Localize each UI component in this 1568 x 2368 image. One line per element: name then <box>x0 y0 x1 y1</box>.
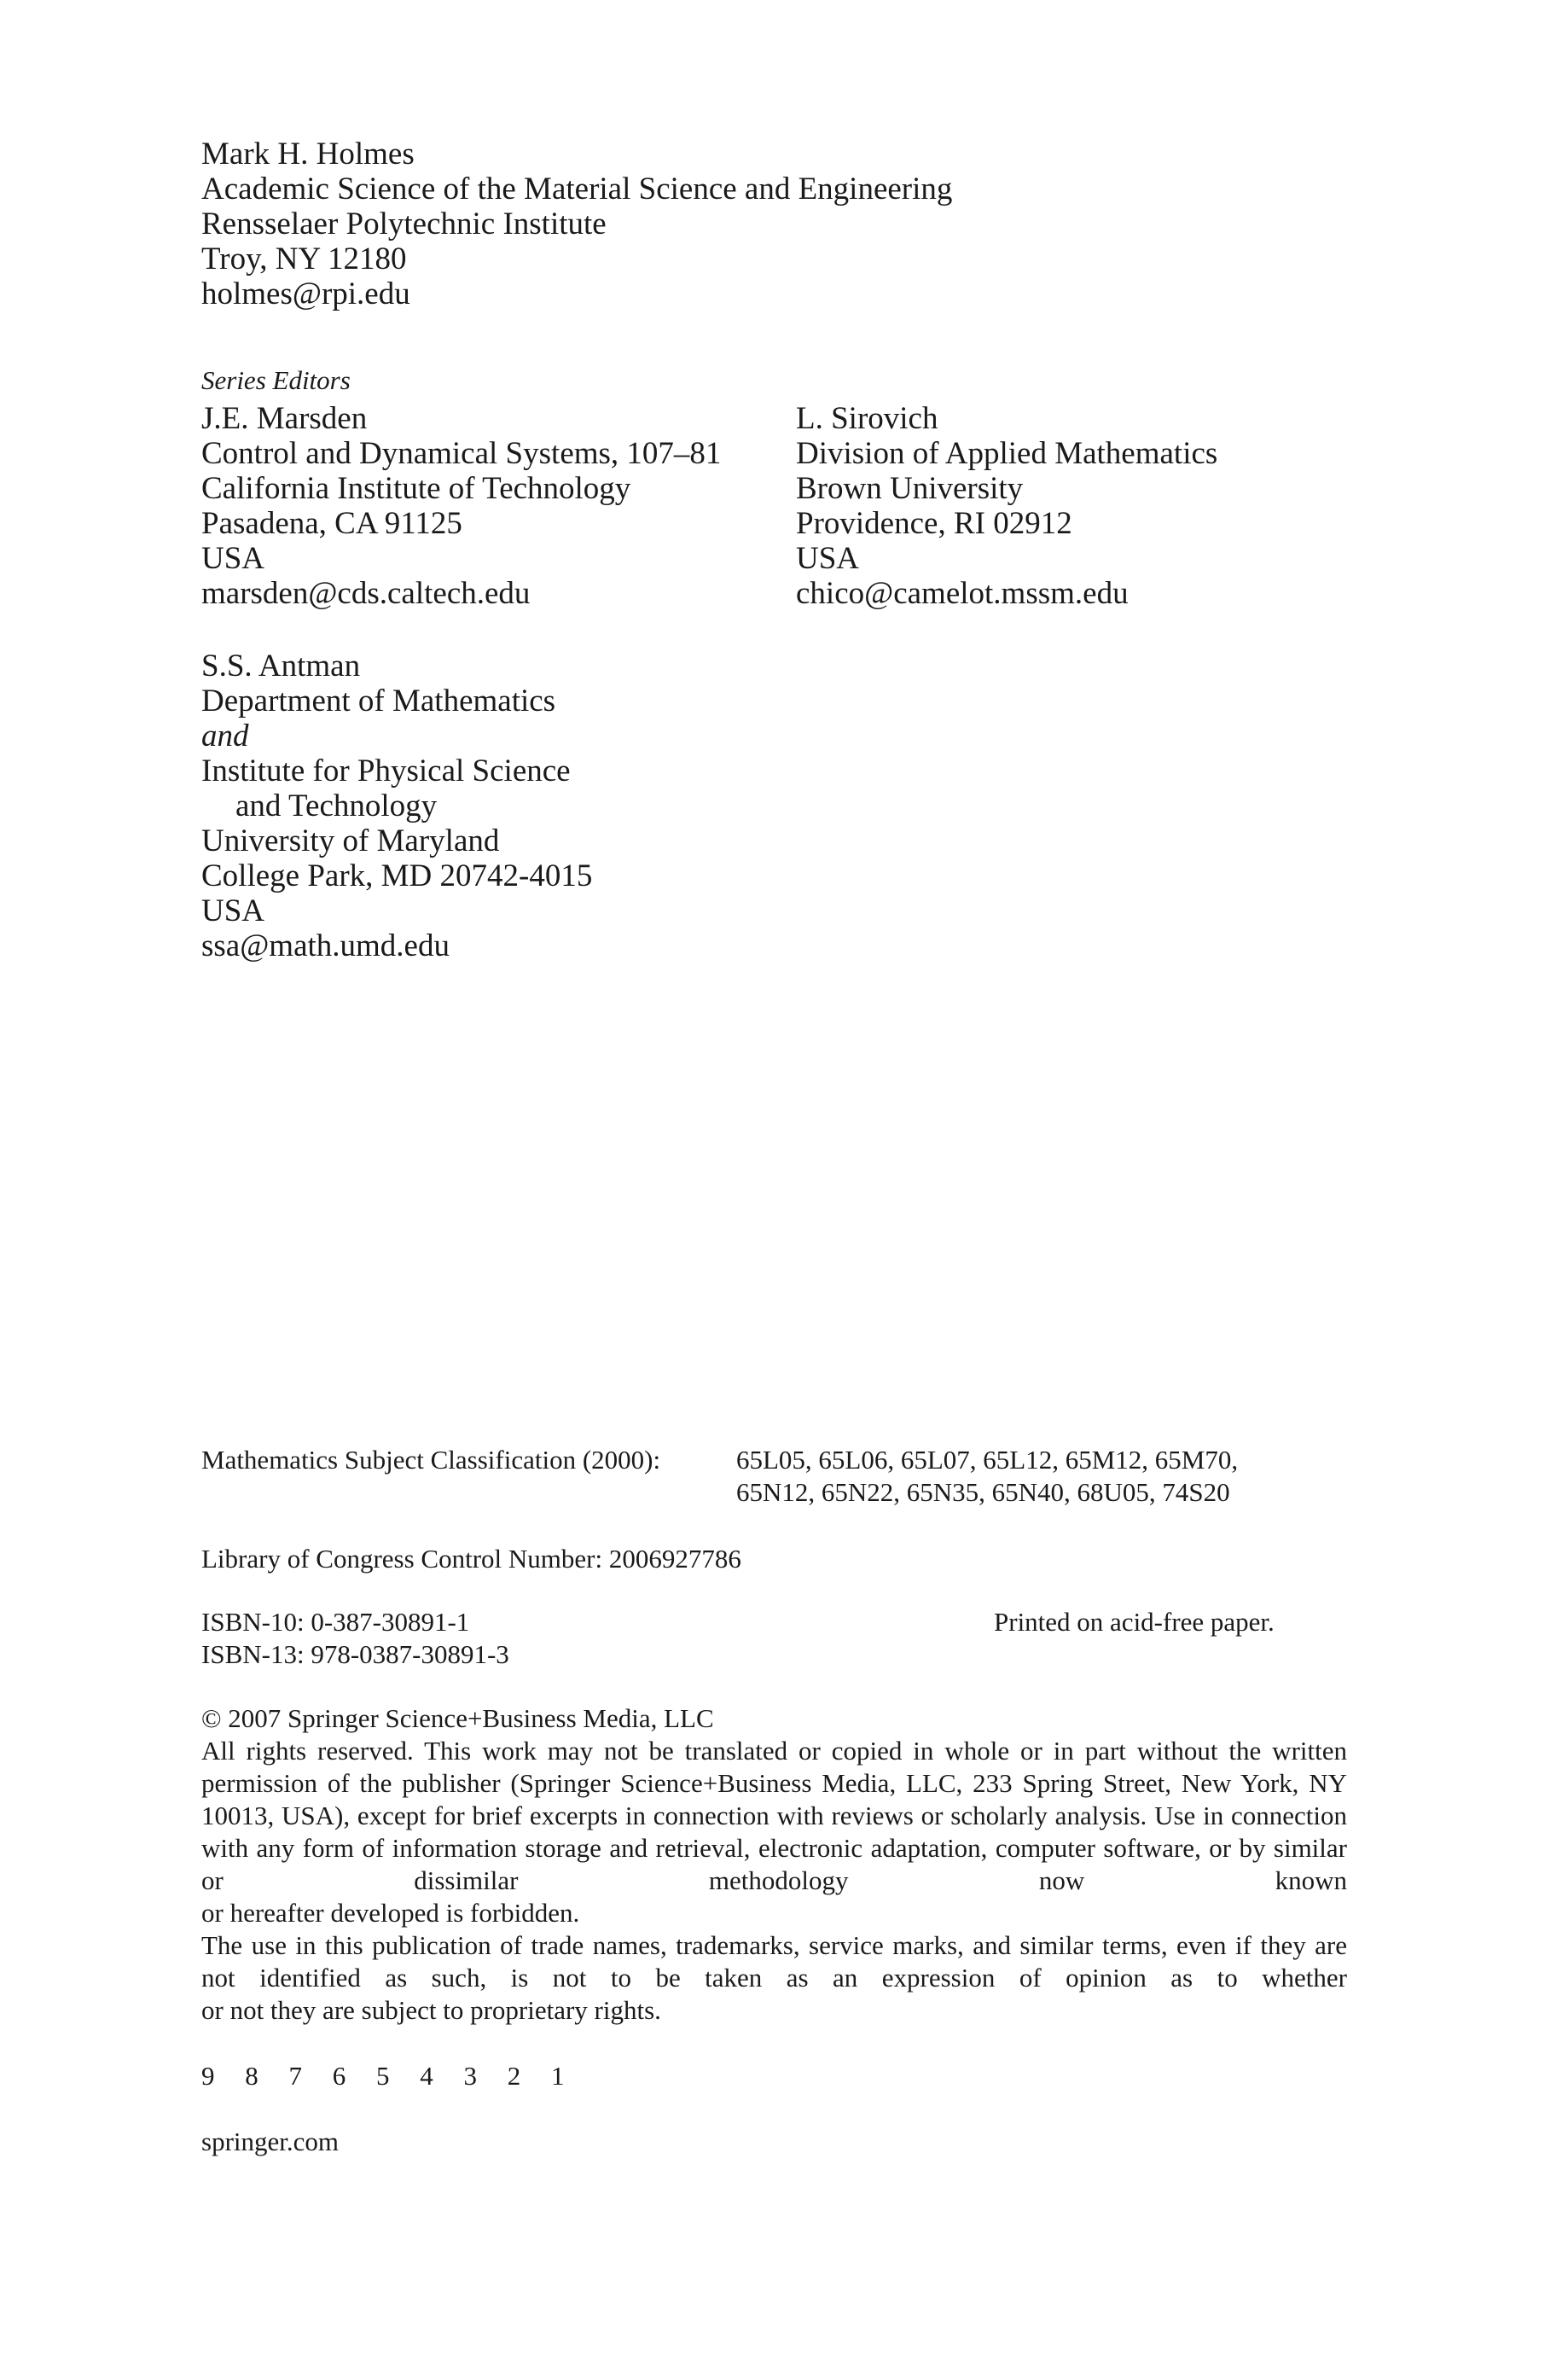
author-address <box>201 137 952 311</box>
author-name: Mark H. Holmes <box>201 137 415 172</box>
msc-codes-line2: 65N12, 65N22, 65N35, 65N40, 68U05, 74S20 <box>736 1477 1230 1507</box>
editor-institute-line2: and Technology <box>235 788 438 823</box>
editor-institution: California Institute of Technology <box>201 471 631 506</box>
editor-department: Division of Applied Mathematics <box>796 436 1218 471</box>
isbn-10: ISBN-10: 0-387-30891-1 <box>201 1607 470 1637</box>
editor-country: USA <box>796 541 860 576</box>
author-city: Troy, NY 12180 <box>201 241 407 276</box>
isbn-block <box>201 1606 509 1671</box>
rights-paragraph-2: The use in this publication of trade names, trademarks, service marks, and similar terms, even if they are not identified as such, is not to be taken as an expression of opinion as to whether <box>201 1930 1347 1993</box>
subject-classification <box>201 1444 1238 1509</box>
editor-city: College Park, MD 20742-4015 <box>201 858 593 893</box>
print-line: 9 8 7 6 5 4 3 2 1 <box>201 2061 577 2091</box>
editor-university: University of Maryland <box>201 823 500 858</box>
lccn-line: Library of Congress Control Number: 2006927786 <box>201 1544 741 1574</box>
editor-antman <box>201 649 592 963</box>
editor-department: Department of Mathematics <box>201 684 556 719</box>
editor-city: Pasadena, CA 91125 <box>201 506 462 541</box>
and-conjunction: and <box>201 719 249 753</box>
author-department: Academic Science of the Material Science and Engineering <box>201 172 953 207</box>
acid-free-note: Printed on acid-free paper. <box>994 1607 1275 1637</box>
editor-marsden <box>201 401 721 611</box>
editor-institution: Brown University <box>796 471 1024 506</box>
author-email: holmes@rpi.edu <box>201 276 410 311</box>
editor-name: L. Sirovich <box>796 401 938 436</box>
rights-paragraph-1-end: or hereafter developed is forbidden. <box>201 1898 580 1928</box>
editor-email: marsden@cds.caltech.edu <box>201 576 531 611</box>
msc-codes-line1: 65L05, 65L06, 65L07, 65L12, 65M12, 65M70, <box>736 1445 1239 1475</box>
series-editors-label: Series Editors <box>201 365 351 395</box>
editor-institute-line1: Institute for Physical Science <box>201 753 571 788</box>
editor-country: USA <box>201 893 265 928</box>
isbn-13: ISBN-13: 978-0387-30891-3 <box>201 1639 509 1669</box>
msc-label: Mathematics Subject Classification (2000): <box>201 1445 661 1475</box>
editor-country: USA <box>201 541 265 576</box>
editor-name: J.E. Marsden <box>201 401 368 436</box>
msc-spacer <box>201 1476 736 1509</box>
copyright-block <box>201 1702 1347 2027</box>
rights-paragraph-2-end: or not they are subject to proprietary rights. <box>201 1995 661 2025</box>
editor-city: Providence, RI 02912 <box>796 506 1072 541</box>
editor-name: S.S. Antman <box>201 649 361 684</box>
editor-email: ssa@math.umd.edu <box>201 928 450 963</box>
copyright-line: © 2007 Springer Science+Business Media, LLC <box>201 1703 714 1733</box>
rights-paragraph-1: All rights reserved. This work may not be translated or copied in whole or in part without the written permission of the publisher (Springer Science+Business Media, LLC, 233 Spring Street, New York, NY 10013, USA), except for brief excerpts in connection with reviews or scholarly analysis. Use in connection with any form of information storage and retrieval, electronic adaptation, computer software, or by similar or dissimilar methodology now known <box>201 1736 1347 1895</box>
publisher-website: springer.com <box>201 2127 339 2156</box>
editor-department: Control and Dynamical Systems, 107–81 <box>201 436 722 471</box>
editor-sirovich <box>796 401 1217 611</box>
editor-email: chico@camelot.mssm.edu <box>796 576 1129 611</box>
author-institution: Rensselaer Polytechnic Institute <box>201 207 607 241</box>
